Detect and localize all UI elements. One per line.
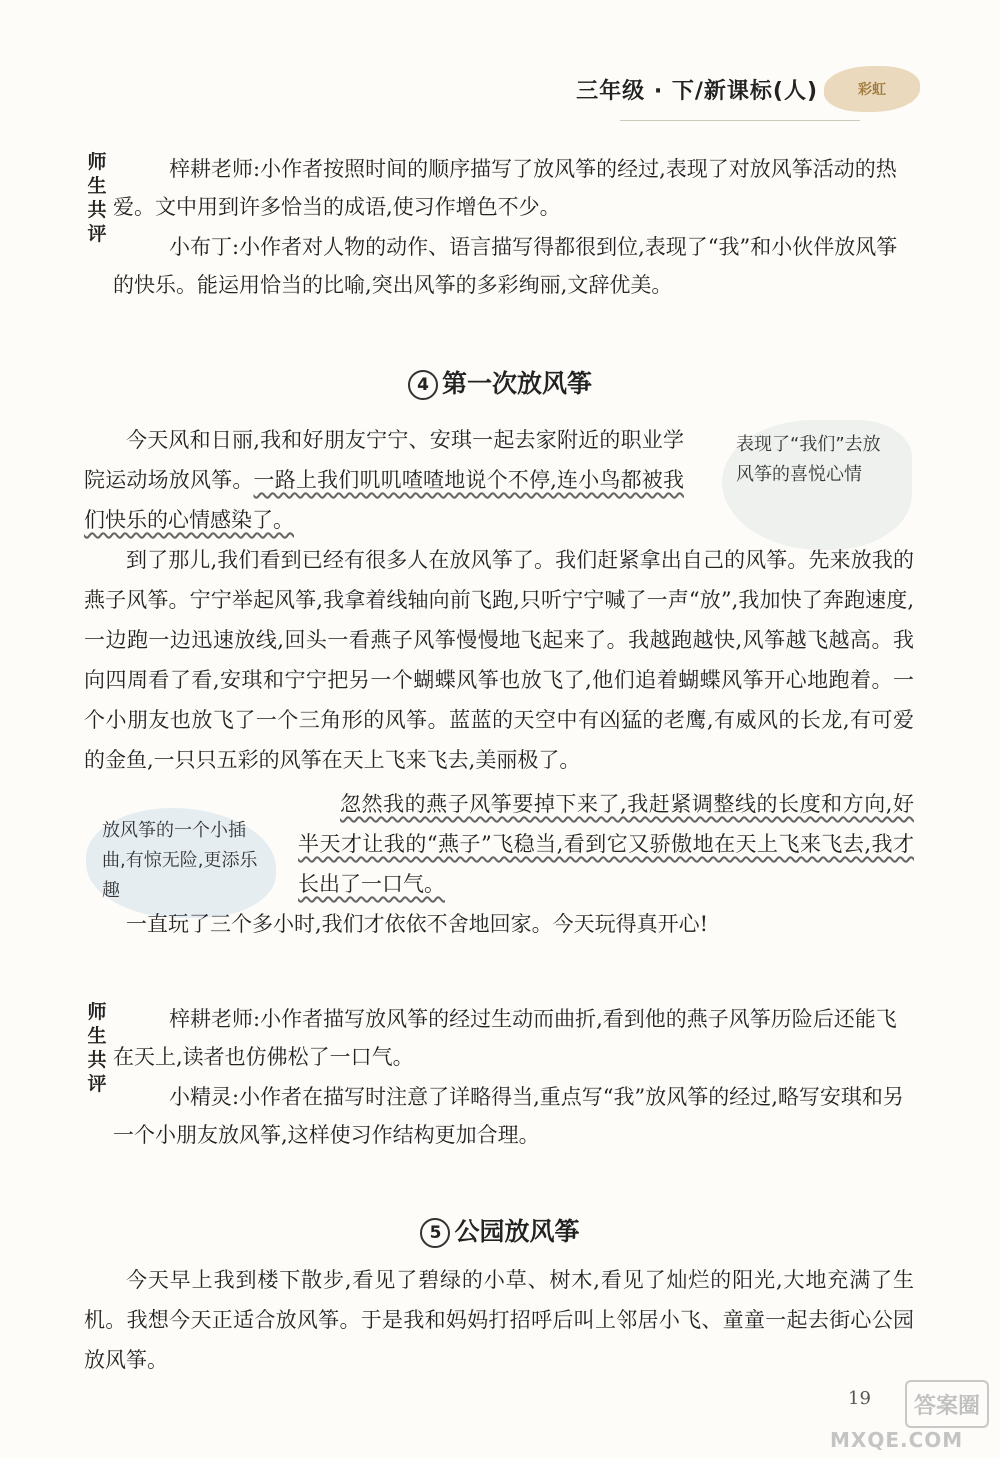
marked-sentence: 忽然我的燕子风筝要掉下来了,我赶紧调整线的长度和方向,好半天才让我的“燕子”飞稳当,看到它又骄傲地在天上飞来飞去,我才长出了一口气。 — [298, 792, 914, 896]
watermark-url: MXQE.COM — [830, 1428, 964, 1452]
header-title: 三年级 · 下/新课标(人) — [576, 78, 818, 104]
review-tag: 师生共评 — [87, 151, 107, 245]
circled-number-icon: 5 — [420, 1218, 450, 1248]
header-divider — [620, 120, 860, 121]
annotation-bubble: 表现了“我们”去放风筝的喜悦心情 — [722, 420, 912, 550]
annotation-bubble: 放风筝的一个小插曲,有惊无险,更添乐趣 — [86, 808, 276, 918]
section-title — [0, 364, 1000, 400]
section-title — [0, 1212, 1000, 1248]
paragraph: 一直玩了三个多小时,我们才依依不舍地回家。今天玩得真开心! — [126, 912, 709, 936]
paragraph: 今天早上我到楼下散步,看见了碧绿的小草、树木,看见了灿烂的阳光,大地充满了生机。我想今天正适合放风筝。于是我和妈妈打招呼后叫上邻居小飞、童童一起去街心公园放风筝。 — [84, 1268, 914, 1372]
teacher-comment: 梓耕老师:小作者按照时间的顺序描写了放风筝的经过,表现了对放风筝活动的热爱。文中用到许多恰当的成语,使习作增色不少。 — [113, 157, 897, 219]
marked-sentence: 一路上我们叽叽喳喳地说个不停,连小鸟都被我们快乐的心情感染了。 — [84, 468, 684, 532]
review-tag: 师生共评 — [87, 1001, 107, 1095]
teacher-comment: 梓耕老师:小作者描写放风筝的经过生动而曲折,看到他的燕子风筝历险后还能飞在天上,读者也仿佛松了一口气。 — [113, 1007, 897, 1069]
paragraph — [84, 420, 684, 540]
student-comment: 小精灵:小作者在描写时注意了详略得当,重点写“我”放风筝的经过,略写安琪和另一个小朋友放风筝,这样使习作结构更加合理。 — [113, 1085, 904, 1147]
paragraph: 到了那儿,我们看到已经有很多人在放风筝了。我们赶紧拿出自己的风筝。先来放我的燕子风筝。宁宁举起风筝,我拿着线轴向前飞跑,只听宁宁喊了一声“放”,我加快了奔跑速度,一边跑一边迅速放线,回头一看燕子风筝慢慢地飞起来了。我越跑越快,风筝越飞越高。我向四周看了看,安琪和宁宁把另一个蝴蝶风筝也放飞了,他们追着蝴蝶风筝开心地跑着。一个小朋友也放飞了一个三角形的风筝。蓝蓝的天空中有凶猛的老鹰,有威风的长龙,有可爱的金鱼,一只只五彩的风筝在天上飞来飞去,美丽极了。 — [84, 548, 914, 772]
watermark-logo-icon: 答案圈 — [905, 1380, 989, 1428]
paragraph-text: 今天风和日丽,我和好朋友宁宁、安琪一起去家附近的职业学院运动场放风筝。 — [84, 428, 684, 492]
page-header — [576, 66, 920, 112]
section-title-text: 第一次放风筝 — [441, 369, 592, 398]
series-logo-icon: 彩虹 — [824, 66, 920, 112]
student-comment: 小布丁:小作者对人物的动作、语言描写得都很到位,表现了“我”和小伙伴放风筝的快乐。能运用恰当的比喻,突出风筝的多彩绚丽,文辞优美。 — [113, 235, 898, 297]
page-number: 19 — [848, 1388, 871, 1409]
circled-number-icon: 4 — [408, 370, 438, 400]
section-title-text: 公园放风筝 — [454, 1217, 580, 1246]
paragraph — [298, 784, 914, 904]
